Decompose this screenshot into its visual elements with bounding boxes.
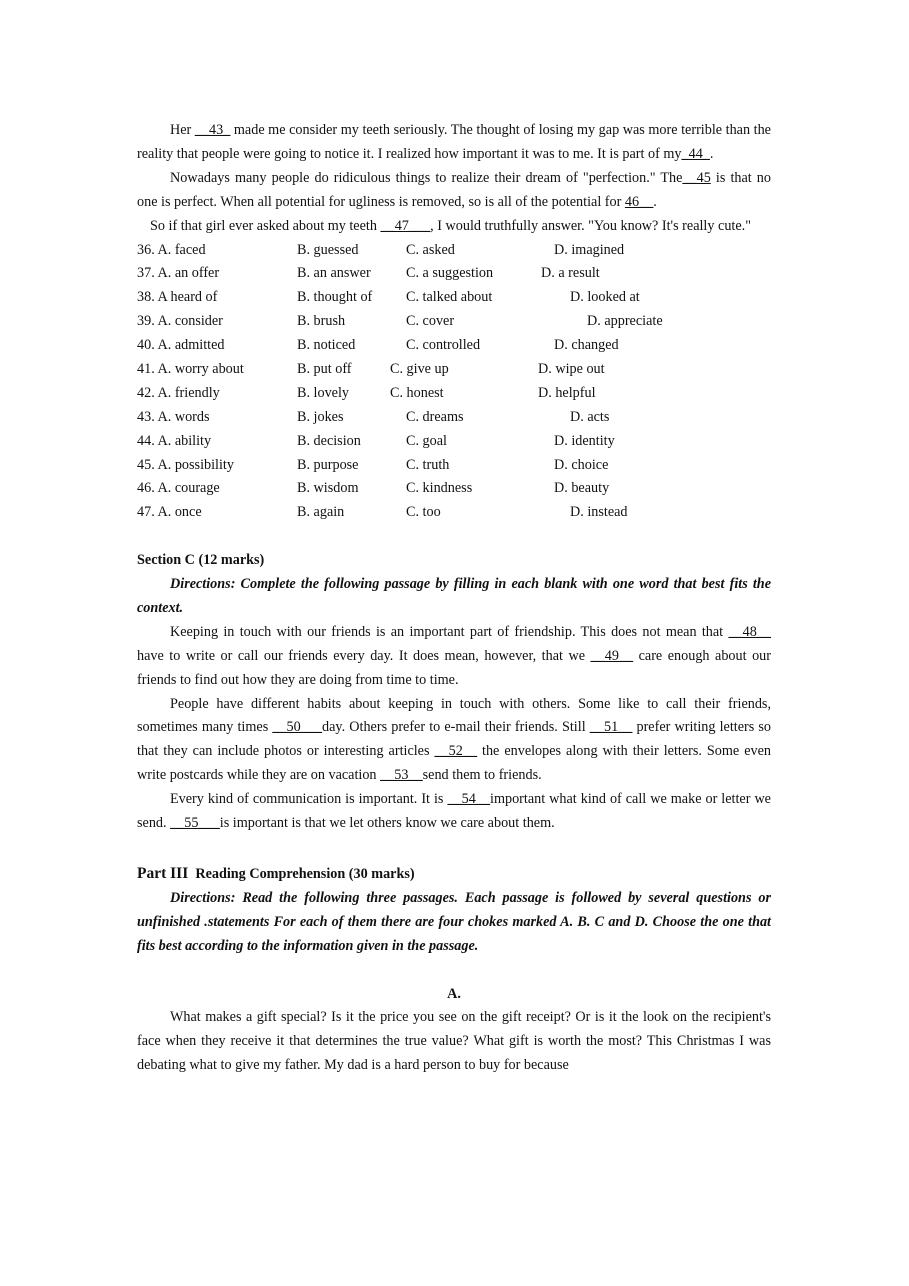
text: Nowadays many people do ridiculous things to realize their dream of "perfection." The: [170, 169, 683, 186]
document-page: [137, 119, 771, 1078]
option-c: C. dreams: [406, 408, 464, 425]
option-row-37: [137, 262, 771, 286]
passage-b-paragraph-2: [137, 167, 771, 215]
option-b: B. brush: [297, 313, 346, 330]
blank-45: __45: [682, 169, 711, 186]
option-c: C. controlled: [406, 337, 481, 354]
blank-52: __52__: [434, 743, 478, 760]
option-d: D. wipe out: [538, 360, 605, 377]
text: So if that girl ever asked about my teeth: [150, 217, 381, 234]
text: Her: [170, 122, 195, 138]
option-row-39: [137, 310, 771, 334]
section-c-paragraph-2: [137, 693, 771, 789]
text: the envelopes along with their letters. Some even write postcards while they are on vacation: [137, 743, 771, 784]
option-d: D. changed: [554, 337, 619, 354]
option-b: B. purpose: [297, 456, 359, 473]
option-row-40: [137, 334, 771, 358]
option-row-43: [137, 406, 771, 430]
text: , I would truthfully answer. "You know? It's really cute.": [430, 217, 751, 234]
option-c: C. a suggestion: [406, 265, 494, 282]
text: Keeping in touch with our friends is an important part of friendship. This does not mean that: [170, 623, 729, 640]
blank-43: __43_: [194, 122, 231, 138]
option-b: B. again: [297, 504, 345, 521]
blank-46: 46__: [624, 193, 654, 210]
option-d: D. appreciate: [587, 313, 663, 330]
text: day. Others prefer to e-mail their friends. Still: [322, 719, 590, 736]
blank-49: __49__: [590, 647, 634, 664]
text: Every kind of communication is important. It is: [170, 791, 448, 808]
blank-50: __50___: [272, 719, 323, 736]
option-d: D. identity: [554, 432, 615, 449]
option-a: 46. A. courage: [137, 480, 220, 497]
option-b: B. decision: [297, 432, 361, 449]
option-c: C. give up: [390, 360, 449, 377]
option-c: C. cover: [406, 313, 455, 330]
option-row-44: [137, 430, 771, 454]
option-c: C. too: [406, 504, 441, 521]
option-c: C. talked about: [406, 289, 493, 306]
option-a: 45. A. possibility: [137, 456, 234, 473]
option-c: C. goal: [406, 432, 447, 449]
option-b: B. guessed: [297, 241, 359, 258]
section-c-title: Section C (12 marks): [137, 552, 265, 569]
part3-title-rest: Reading Comprehension (30 marks): [195, 865, 415, 882]
text: is important is that we let others know we care about them.: [219, 815, 555, 832]
option-c: C. asked: [406, 241, 455, 258]
text: is that no one is perfect. When all potential for ugliness is removed, so is all of the potential for: [137, 169, 771, 210]
option-d: D. beauty: [554, 480, 610, 497]
text: care enough about our friends to find out how they are doing from time to time.: [137, 647, 771, 688]
text: have to write or call our friends every day. It does mean, however, that we: [137, 647, 591, 664]
option-c: C. honest: [390, 384, 444, 401]
option-row-38: [137, 286, 771, 310]
blank-44: _44_: [681, 145, 710, 162]
option-c: C. truth: [406, 456, 450, 473]
option-d: D. imagined: [554, 241, 625, 258]
passage-b-paragraph-1: [137, 119, 771, 167]
part3-title-main: Part III: [137, 864, 189, 882]
passage-b-paragraph-3: [137, 215, 771, 239]
option-a: 36. A. faced: [137, 241, 206, 258]
option-d: D. looked at: [570, 289, 640, 306]
option-row-36: [137, 239, 771, 263]
text: .: [653, 193, 657, 210]
section-c-paragraph-1: [137, 621, 771, 693]
option-row-47: [137, 501, 771, 525]
option-row-45: [137, 454, 771, 478]
option-b: B. noticed: [297, 337, 356, 354]
option-a: 42. A. friendly: [137, 384, 220, 401]
option-a: 38. A heard of: [137, 289, 218, 306]
blank-54: __54__: [447, 791, 490, 808]
text: made me consider my teeth seriously. The thought of losing my gap was more terrible than the reality that people were going to notice it. I realized how important it was to me. It is part of my: [137, 122, 771, 162]
option-a: 44. A. ability: [137, 432, 212, 449]
text: send them to friends.: [422, 767, 542, 784]
option-a: 43. A. words: [137, 408, 210, 425]
option-a: 47. A. once: [137, 504, 202, 521]
text: People have different habits about keeping in touch with others. Some like to call their friends, sometimes many times: [137, 695, 771, 736]
option-row-41: [137, 358, 771, 382]
option-b: B. wisdom: [297, 480, 359, 497]
option-d: D. acts: [570, 408, 610, 425]
option-d: D. choice: [554, 456, 609, 473]
option-a: 40. A. admitted: [137, 337, 225, 354]
option-a: 39. A. consider: [137, 313, 223, 330]
option-d: D. a result: [541, 265, 600, 282]
blank-55: __55___: [170, 815, 220, 832]
blank-47: __47___: [380, 217, 431, 234]
option-d: D. helpful: [538, 384, 596, 401]
blank-53: __53__: [380, 767, 423, 784]
option-b: B. lovely: [297, 384, 350, 401]
part3-title: [137, 862, 771, 887]
section-c-directions: Directions: Complete the following passage by filling in each blank with one word that best fits the context.: [137, 576, 771, 616]
passage-a-label: A.: [447, 985, 461, 1002]
option-b: B. an answer: [297, 265, 371, 282]
option-a: 37. A. an offer: [137, 265, 220, 282]
option-b: B. jokes: [297, 408, 344, 425]
option-row-42: [137, 382, 771, 406]
part3-directions: Directions: Read the following three passages. Each passage is followed by several questions or unfinished .statements For each of them there are four chokes marked A. B. C and D. Choose the one that fits best according to the information given in the passage.: [137, 889, 771, 954]
text: important what kind of call we make or letter we send.: [137, 791, 771, 832]
option-a: 41. A. worry about: [137, 360, 244, 377]
text: prefer writing letters so that they can include photos or interesting articles: [137, 719, 772, 760]
passage-a-paragraph-1: What makes a gift special? Is it the price you see on the gift receipt? Or is it the look on the recipient's face when they receive it that determines the true value? What gift is worth the most? This Christmas I was debating what to give my father. My dad is a hard person to buy for because: [137, 1009, 771, 1074]
option-d: D. instead: [570, 504, 628, 521]
option-b: B. thought of: [297, 289, 373, 306]
blank-51: __51__: [589, 719, 633, 736]
blank-48: __48__: [728, 623, 771, 640]
option-row-46: [137, 477, 771, 501]
option-c: C. kindness: [406, 480, 473, 497]
section-c-paragraph-3: [137, 788, 771, 836]
option-b: B. put off: [297, 360, 352, 377]
options-list: [137, 239, 771, 526]
text: .: [709, 145, 714, 162]
